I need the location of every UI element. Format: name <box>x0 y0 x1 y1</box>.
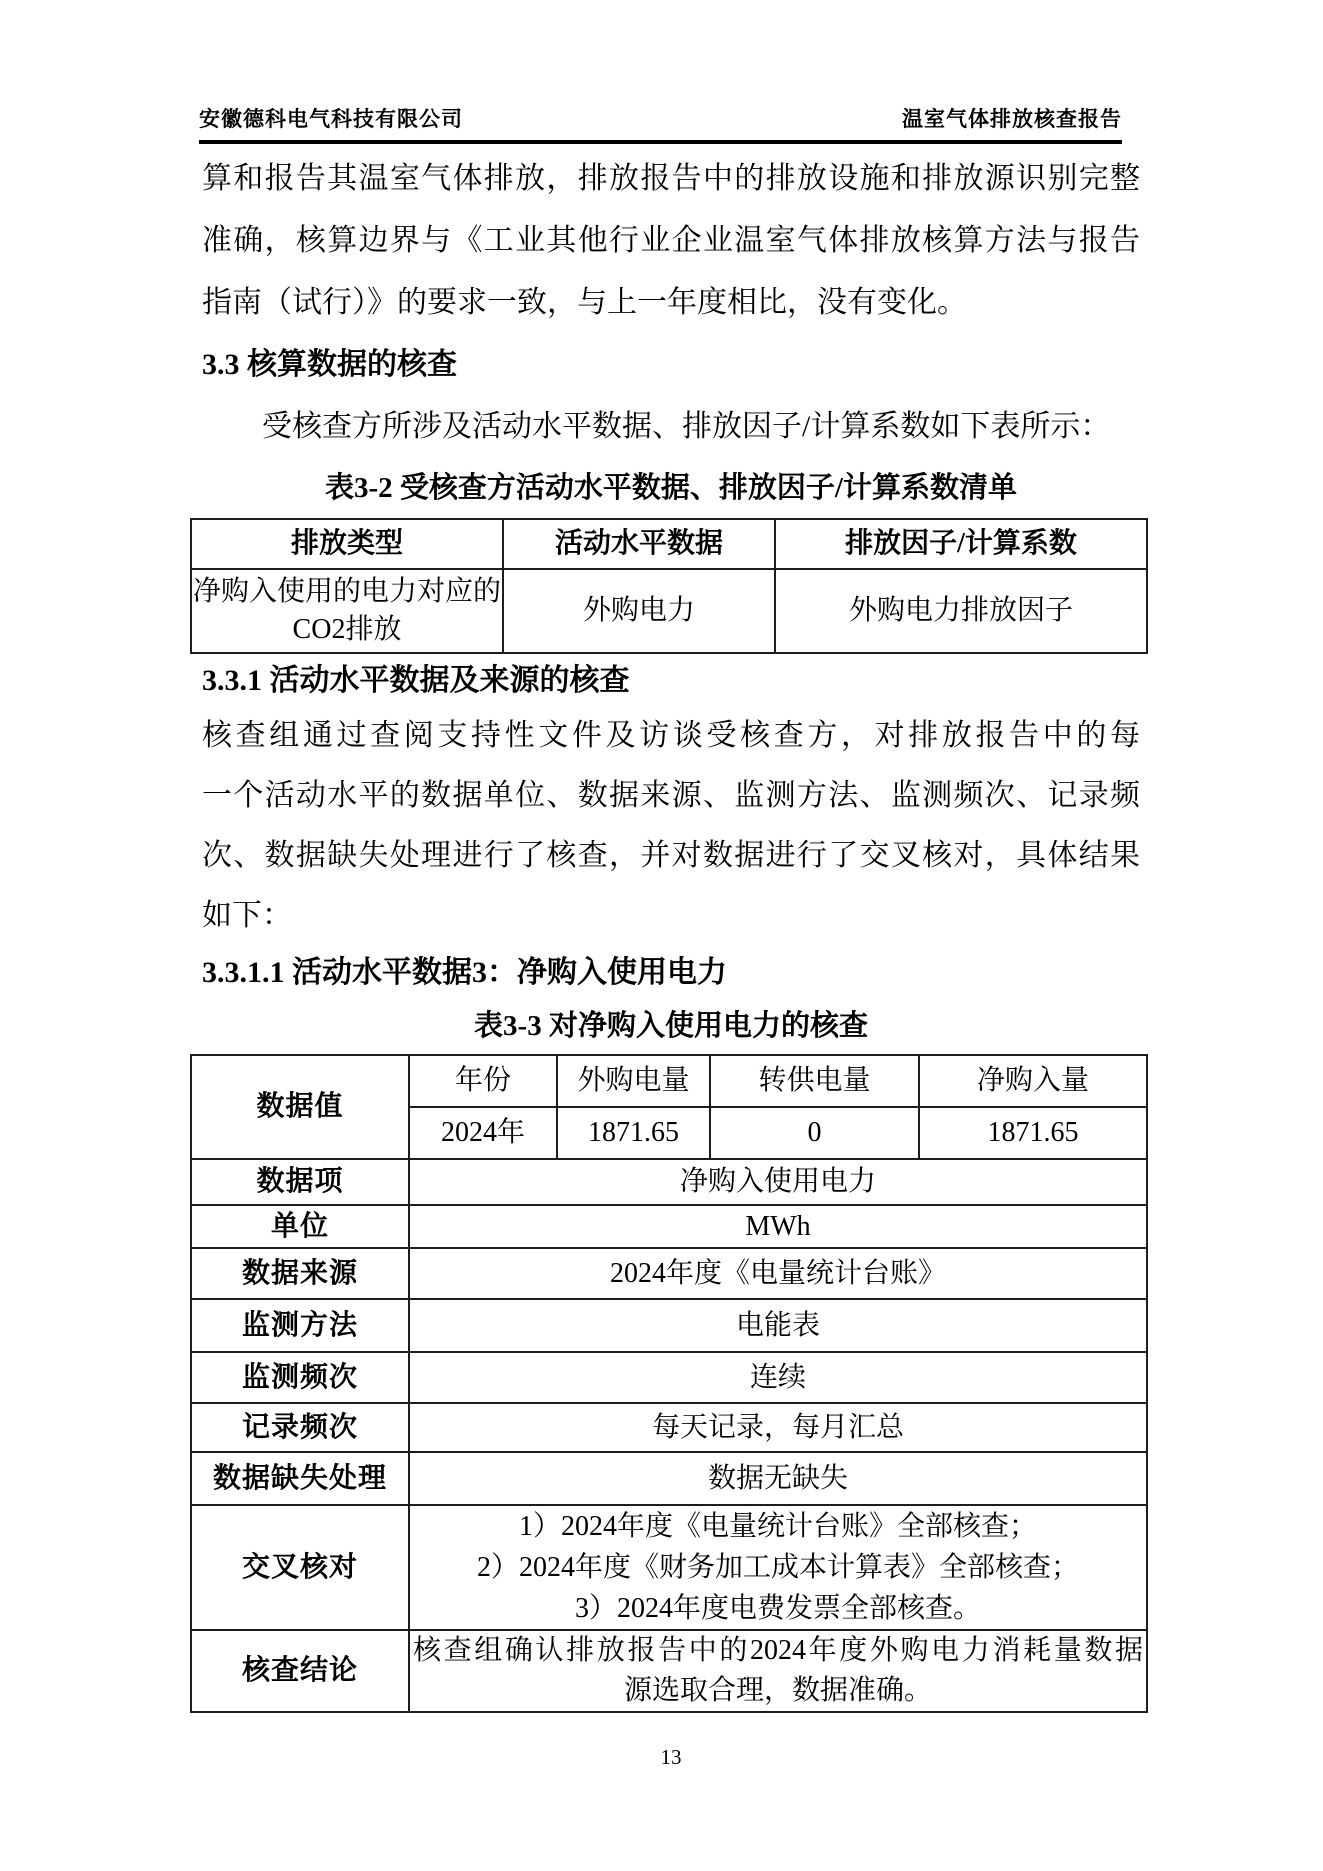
t33-value-conclusion: 核查组确认排放报告中的2024年度外购电力消耗量数据 源选取合理，数据准确。 <box>409 1630 1147 1712</box>
t33-value-unit: MWh <box>409 1205 1147 1248</box>
t33-value-data-source: 2024年度《电量统计台账》 <box>409 1248 1147 1299</box>
section-3-3-lead <box>202 396 1140 458</box>
t33-header-year: 年份 <box>409 1055 557 1107</box>
t33-header-purchased: 外购电量 <box>557 1055 710 1107</box>
t33-value-monitor-method: 电能表 <box>409 1299 1147 1352</box>
t33-label-data-source: 数据来源 <box>191 1248 409 1299</box>
t32-header-emission-type: 排放类型 <box>191 519 503 569</box>
t32-header-emission-factor: 排放因子/计算系数 <box>775 519 1147 569</box>
t33-label-unit: 单位 <box>191 1205 409 1248</box>
t33-value-transferred: 0 <box>710 1107 919 1159</box>
section-3-3-1-paragraph: 核查组通过查阅支持性文件及访谈受核查方，对排放报告中的每 一个活动水平的数据单位、数据来源、监测方法、监测频次、记录频 次、数据缺失处理进行了核查，并对数据进行了交叉核对，具体结果 如下： <box>202 719 1140 932</box>
section-heading-3-3-1: 3.3.1 活动水平数据及来源的核查 <box>202 664 630 697</box>
lead-line: 受核查方所涉及活动水平数据、排放因子/计算系数如下表所示： <box>262 410 1111 443</box>
t33-value-cross-check: 1）2024年度《电量统计台账》全部核查； 2）2024年度《财务加工成本计算表》全部核查； 3）2024年度电费发票全部核查。 <box>409 1505 1147 1630</box>
t33-header-transferred: 转供电量 <box>710 1055 919 1107</box>
t33-label-record-frequency: 记录频次 <box>191 1403 409 1452</box>
t33-label-missing-data: 数据缺失处理 <box>191 1452 409 1505</box>
t33-value-purchased: 1871.65 <box>557 1107 710 1159</box>
t33-label-monitor-method: 监测方法 <box>191 1299 409 1352</box>
t33-label-conclusion: 核查结论 <box>191 1630 409 1712</box>
page-number: 13 <box>660 1745 682 1769</box>
t33-label-monitor-frequency: 监测频次 <box>191 1352 409 1403</box>
page-content <box>193 148 1143 1777</box>
t33-value-record-frequency: 每天记录，每月汇总 <box>409 1403 1147 1452</box>
table-3-3-caption: 表3-3 对净购入使用电力的核查 <box>474 1010 868 1042</box>
t33-value-data-item: 净购入使用电力 <box>409 1159 1147 1205</box>
header-company-name: 安徽德科电气科技有限公司 <box>199 107 463 131</box>
t33-header-net-purchase: 净购入量 <box>919 1055 1147 1107</box>
table-3-2-caption: 表3-2 受核查方活动水平数据、排放因子/计算系数清单 <box>325 472 1017 504</box>
t33-value-net-purchase: 1871.65 <box>919 1107 1147 1159</box>
t32-cell-activity-data: 外购电力 <box>503 569 775 653</box>
t33-value-missing-data: 数据无缺失 <box>409 1452 1147 1505</box>
t33-label-data-item: 数据项 <box>191 1159 409 1205</box>
t32-header-activity-data: 活动水平数据 <box>503 519 775 569</box>
page-header <box>199 103 1122 144</box>
t33-label-data-value: 数据值 <box>191 1055 409 1159</box>
section-heading-3-3-1-1: 3.3.1.1 活动水平数据3：净购入使用电力 <box>202 956 727 989</box>
section-heading-3-3: 3.3 核算数据的核查 <box>202 348 457 381</box>
intro-paragraph: 算和报告其温室气体排放，排放报告中的排放设施和排放源识别完整 准确，核算边界与《工业其他行业企业温室气体排放核算方法与报告 指南（试行）》的要求一致，与上一年度相比，没有变化。 <box>202 162 1140 319</box>
t33-value-monitor-frequency: 连续 <box>409 1352 1147 1403</box>
t33-label-cross-check: 交叉核对 <box>191 1505 409 1630</box>
table-3-2 <box>190 518 1148 654</box>
t33-value-year: 2024年 <box>409 1107 557 1159</box>
table-3-3 <box>190 1054 1148 1713</box>
t32-cell-emission-type: 净购入使用的电力对应的CO2排放 <box>191 569 503 653</box>
header-report-title: 温室气体排放核查报告 <box>902 107 1122 131</box>
t32-cell-emission-factor: 外购电力排放因子 <box>775 569 1147 653</box>
